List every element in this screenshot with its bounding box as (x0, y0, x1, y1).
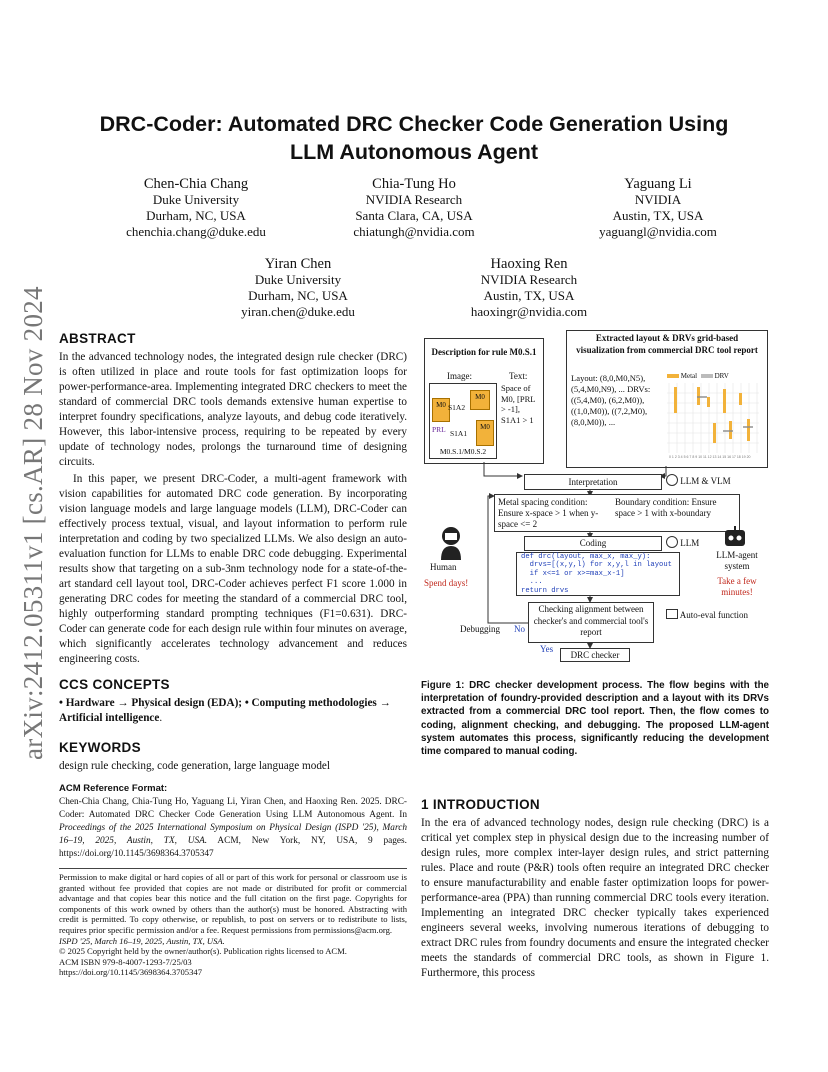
openai-icon (666, 474, 678, 486)
code-line: def drc(layout, max_x, max_y): (521, 553, 651, 561)
abstract-paragraph: In this paper, we present DRC-Coder, a multi-agent framework with vision capabilities for automated DRC code generation. By incorporating vision language models and large language models (LLM), DRC-Coder can effectively process textual, visual, and layout information to perform rule interpretation and coding by two specialized LLMs. We also design an auto-evaluation function for LLMs to enable DRC code debugging. Experimental results show that targeting on a sub-3nm technology node for a state-of-the-art standard cell layout tool, DRC-Coder achieves perfect F1 score 1.000 in generating DRC codes for meeting the standard of a commercial DRC tool, highly outperforming standard prompting techniques (F1=0.631). DRC-Coder can generate code for each design rule within four minutes on average, which significantly accelerates technology advancement and reduces engineering costs. (59, 473, 407, 665)
left-column (59, 331, 407, 978)
code-line: if x<=1 or x>=max_x-1] (521, 569, 625, 578)
code-line: ... (521, 578, 543, 587)
llm-vlm-badge (666, 474, 731, 487)
metal-shape: M0 (432, 398, 450, 422)
s1a2-label: S1A2 (448, 403, 466, 412)
llm-label: LLM (680, 538, 700, 548)
author-affiliation: NVIDIA Research (480, 272, 578, 287)
svg-text:0 1 2 3 4 5 6 7 8 9 10 11 12 1: 0 1 2 3 4 5 6 7 8 9 10 11 12 13 14 15 16 17 18 19 20 (669, 455, 751, 459)
author-affiliation: NVIDIA Research (365, 192, 463, 207)
author-email: haoxingr@nvidia.com (470, 304, 588, 319)
author-affiliation: Duke University (254, 272, 342, 287)
arxiv-identifier: arXiv:2412.05311v1 [cs.AR] 28 Nov 2024 (18, 286, 48, 760)
ccs-computing: ; • Computing methodologies → Artificial intelligence (59, 697, 391, 724)
author-block (548, 176, 768, 240)
legend-metal-label: Metal (680, 372, 698, 380)
figure-caption: Figure 1: DRC checker development process. The flow begins with the interpretation of foundry-provided description and a layout with its DRVs extracted from a commercial DRC tool report. Then, the flow comes to coding, alignment checking, and debugging. The proposed LLM-agent system automates this process, significantly reducing the development time compared to manual coding. (421, 680, 769, 758)
ccs-text (59, 696, 407, 726)
author-email: chiatungh@nvidia.com (353, 224, 475, 239)
footnote-rule (59, 868, 407, 869)
acm-reference-authors: Chen-Chia Chang, Chia-Tung Ho, Yaguang Li, Yiran Chen, and Haoxing Ren. 2025. DRC-Coder: Automated DRC Checker Code Generation Using LLM Autonomous Agent. In (59, 797, 407, 820)
conference-line: ISPD '25, March 16–19, 2025, Austin, TX, USA. (59, 935, 225, 946)
author-affiliation: NVIDIA (634, 192, 682, 207)
keywords-heading: KEYWORDS (59, 740, 141, 755)
rule-text: Space of M0, [PRL > -1], S1A1 > 1 (501, 383, 539, 429)
llm-vlm-label: LLM & VLM (680, 476, 731, 486)
description-title: Description for rule M0.S.1 (431, 347, 537, 357)
author-email: chenchia.chang@duke.edu (126, 224, 266, 239)
author-email: yiran.chen@duke.edu (241, 304, 355, 319)
introduction-body: In the era of advanced technology nodes, design rule checking (DRC) is a critical yet complex step in physical design due to the increasing number of design rules, more complex inter-layer design rules, and strict patterning rules. Place and route (P&R) tools often require an integrated DRC checker to ensure manufacturability and enable faster optimization loops for power-performance-area (PPA) than running commercial DRC tools every iteration. Implementing an integrated DRC checker typically takes experienced engineers several weeks, involving numerous iterations of debugging to extract DRC rules from foundry documents and ensure the integrated checker meets the standards of commercial DRC tools, as shown in Figure 1. Furthermore, this process (421, 817, 769, 979)
layout-text: Layout: (8,0,M0,N5), (5,4,M0,N9), ... DRVs: ((5,4,M0), (6,2,M0)), ((1,0,M0)), ((7,2,M0), (8,0,M0)), ... (571, 373, 651, 427)
code-line: drvs=[(x,y,l) for x,y,l in layout (521, 561, 672, 570)
legend-drv-label: DRV (714, 372, 729, 380)
permission-notice: Permission to make digital or hard copies of all or part of this work for personal or classroom use is granted without fee provided that copies are not made or distributed for profit or commercial advantage and that copies bear this notice and the full citation on the first page. Copyrights for components of this work owned by others than the author(s) must be honored. Abstracting with credit is permitted. To copy otherwise, or republish, to post on servers or to redistribute to lists, requires prior specific permission and/or a fee. Request permissions from permissions@acm.org. (59, 872, 407, 935)
prl-label: PRL (432, 425, 446, 434)
keywords-text: design rule checking, code generation, large language model (59, 760, 330, 772)
ccs-period: . (159, 712, 163, 724)
paper-title: DRC-Coder: Automated DRC Checker Code Generation Using LLM Autonomous Agent (99, 112, 729, 164)
spend-days-label: Spend days! (424, 578, 469, 588)
author-block (188, 256, 408, 320)
author-location: Austin, TX, USA (612, 208, 704, 223)
introduction-heading: 1 INTRODUCTION (421, 797, 540, 812)
author-affiliation: Duke University (152, 192, 240, 207)
acm-reference-venue: Proceedings of the 2025 International Symposium on Physical Design (ISPD '25), March 16–19, 2025, Austin, TX, USA. (59, 823, 407, 846)
copyright-line: © 2025 Copyright held by the owner/author(s). Publication rights licensed to ACM. (59, 946, 347, 957)
llm-badge (666, 536, 699, 549)
abstract-heading: ABSTRACT (59, 331, 136, 346)
function-icon (666, 609, 678, 619)
acm-reference-heading: ACM Reference Format: (59, 783, 168, 794)
author-email: yaguangl@nvidia.com (599, 224, 717, 239)
agent-label: LLM-agent system (716, 550, 758, 571)
drc-checker-box: DRC checker (560, 648, 630, 662)
author-name: Chen-Chia Chang (143, 176, 249, 192)
s1a1-label: S1A1 (450, 429, 468, 438)
human-label: Human (430, 562, 457, 572)
author-name: Yaguang Li (624, 176, 692, 192)
author-block (86, 176, 306, 240)
auto-eval-label: Auto-eval function (679, 610, 748, 620)
text-label: Text: (509, 371, 528, 381)
image-caption: M0.S.1/M0.S.2 (439, 447, 487, 456)
openai-icon (666, 536, 678, 548)
boundary-condition: Boundary condition: Ensure space > 1 with x-boundary (615, 497, 717, 518)
image-label: Image: (447, 371, 472, 381)
metal-shape: M0 (470, 390, 490, 410)
no-label: No (514, 624, 525, 634)
layout-title: Extracted layout & DRVs grid-based visualization from commercial DRC tool report (576, 333, 758, 355)
isbn-line: ACM ISBN 979-8-4007-1293-7/25/03 (59, 956, 192, 967)
coding-box: Coding (524, 536, 662, 551)
abstract-paragraph: In the advanced technology nodes, the integrated design rule checker (DRC) is often utilized in place and route tools for fast optimization loops for power-performance-area. Implementing integrated DRC checkers to meet the standard of commercial DRC tools demands extensive human expertise to interpret foundry specifications, analyze layouts, and debug code iteratively. However, this labor-intensive process, requiring to be repeated by every update of technology nodes, prolongs the turnaround time of designing circuits. (59, 351, 407, 468)
author-location: Austin, TX, USA (483, 288, 575, 303)
abstract-body (59, 350, 407, 667)
figure-1 (420, 330, 770, 666)
conditions-box (494, 494, 740, 532)
auto-eval-badge (666, 609, 748, 621)
author-location: Durham, NC, USA (248, 288, 348, 303)
few-minutes-label: Take a few minutes! (717, 576, 757, 597)
interpretation-box: Interpretation (524, 474, 662, 490)
alignment-check-box: Checking alignment between checker's and commercial tool's report (528, 602, 654, 643)
doi-line: https://doi.org/10.1145/3698364.3705347 (59, 967, 202, 978)
acm-reference-text (59, 796, 407, 861)
metal-shape: M0 (476, 420, 494, 446)
robot-icon (722, 526, 748, 548)
code-snippet (516, 552, 680, 596)
human-icon (438, 526, 464, 560)
author-name: Yiran Chen (264, 256, 332, 272)
debugging-label: Debugging (460, 624, 500, 634)
yes-label: Yes (540, 644, 554, 654)
author-name: Chia-Tung Ho (372, 176, 456, 192)
author-location: Santa Clara, CA, USA (355, 208, 473, 223)
ccs-heading: CCS CONCEPTS (59, 677, 170, 692)
author-block (304, 176, 524, 240)
author-location: Durham, NC, USA (146, 208, 246, 223)
author-block (419, 256, 639, 320)
author-name: Haoxing Ren (490, 256, 568, 272)
code-line: return drvs (521, 586, 569, 595)
metal-condition: Metal spacing condition: Ensure x-space > 1 when y-space <= 2 (498, 497, 599, 529)
ccs-hardware: • Hardware → Physical design (EDA) (59, 697, 239, 709)
acm-reference-pages: ACM, New York, NY, USA, 9 pages. https://doi.org/10.1145/3698364.3705347 (59, 836, 407, 859)
